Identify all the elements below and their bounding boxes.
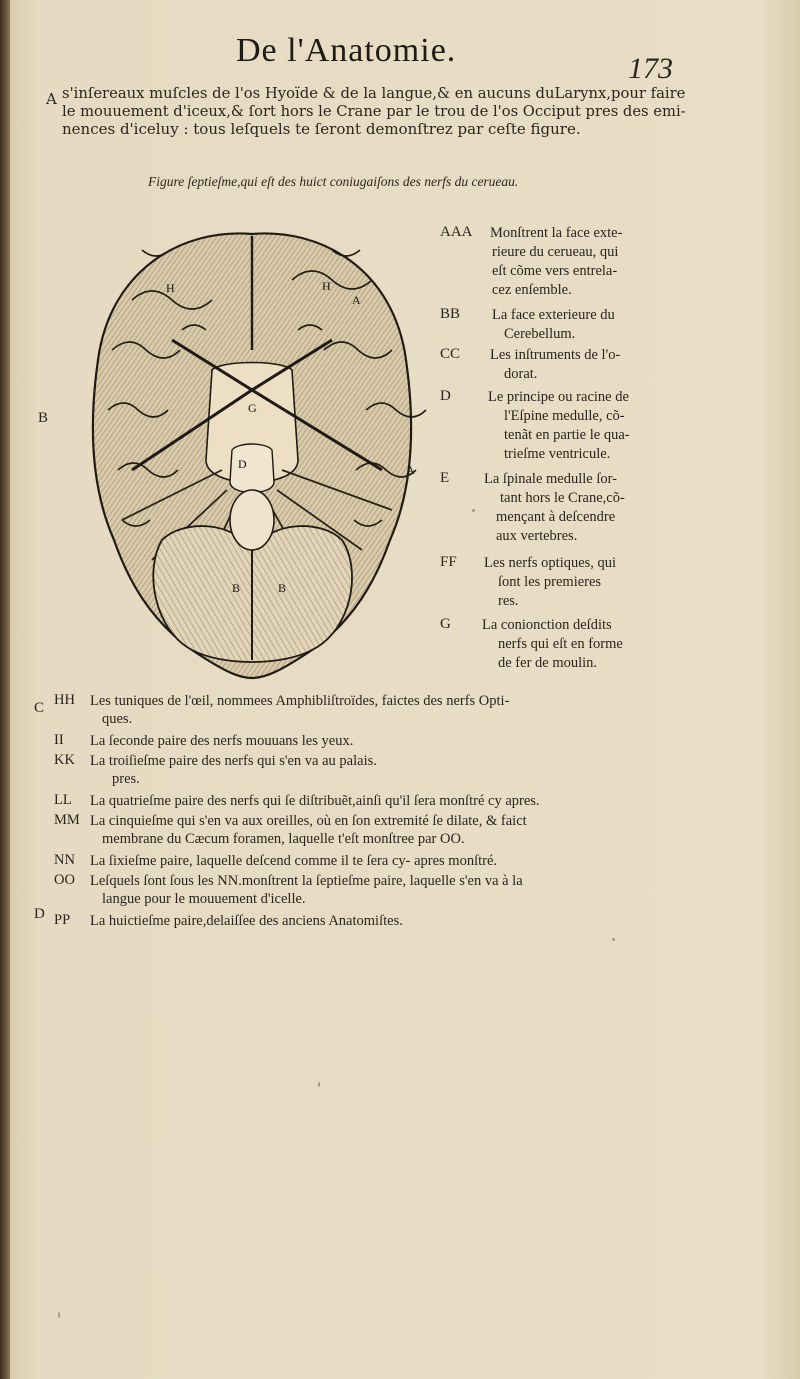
legend-line: aux vertebres.	[496, 528, 578, 544]
list-key: II	[54, 732, 64, 748]
legend-line: ſont les premieres	[498, 574, 602, 590]
figure-label-a: A	[352, 293, 361, 307]
figure-label-g: G	[248, 401, 257, 415]
margin-letter-c: C	[34, 700, 45, 716]
legend-line: mençant à deſcendre	[496, 509, 616, 525]
list-line: La ſixieſme paire, laquelle deſcend comme il te ſera cy- apres monſtré.	[90, 853, 498, 869]
list-key: KK	[54, 752, 75, 768]
figure-caption: Figure ſeptieſme,qui eſt des huict coniugaiſons des nerfs du cerueau.	[148, 174, 519, 189]
list-key: MM	[54, 812, 80, 828]
figure-label-b: B	[232, 581, 241, 595]
legend-line: trieſme ventricule.	[504, 446, 611, 462]
spinal-medulla	[230, 490, 274, 550]
legend-line: tenãt en partie le qua-	[504, 427, 630, 443]
legend-line: nerfs qui eſt en forme	[498, 636, 623, 652]
paper-speck	[472, 509, 475, 512]
list-line: La ſeconde paire des nerfs mouuans les yeux.	[90, 733, 354, 749]
list-line: La quatrieſme paire des nerfs qui ſe diſtribuẽt,ainſi qu'il ſera monſtré cy apres.	[90, 793, 540, 809]
list-key: LL	[54, 792, 72, 808]
fourth-ventricle	[230, 444, 274, 493]
list-line: La huictieſme paire,delaiſſee des anciens Anatomiſtes.	[90, 913, 403, 929]
intro-line: nences d'iceluy : tous leſquels te ſeront demonſtrez par ceſte figure.	[62, 120, 581, 138]
figure-label-d: D	[238, 457, 247, 471]
page-number: 173	[628, 52, 673, 85]
legend-key: G	[440, 616, 451, 632]
legend-line: de fer de moulin.	[498, 655, 598, 671]
list-line: La troiſieſme paire des nerfs qui s'en va au palais.	[90, 753, 377, 769]
legend-line: Le principe ou racine de	[488, 389, 629, 405]
paper-speck	[58, 1312, 60, 1318]
list-line: Leſquels ſont ſous les NN.monſtrent la ſeptieſme paire, laquelle s'en va à la	[90, 873, 523, 889]
figure-label-a: A	[406, 463, 415, 477]
list-key: NN	[54, 852, 75, 868]
paper-speck	[612, 938, 615, 941]
margin-letter-d: D	[34, 906, 45, 922]
list-line: membrane du Cæcum foramen, laquelle t'eſt monſtree par OO.	[102, 831, 465, 847]
figure-label-h: H	[322, 279, 331, 293]
figure-label-h: H	[166, 281, 175, 295]
list-key: HH	[54, 692, 75, 708]
legend-line: res.	[498, 593, 519, 609]
running-title: De l'Anatomie.	[236, 32, 457, 69]
list-line: pres.	[112, 771, 140, 787]
legend-line: Les inſtruments de l'o-	[490, 347, 621, 363]
legend-key: E	[440, 470, 450, 486]
legend-key: AAA	[440, 224, 473, 240]
legend-line: La ſpinale medulle ſor-	[484, 471, 617, 487]
list-key: OO	[54, 872, 75, 888]
intro-line: le mouuement d'iceux,& ſort hors le Crane par le trou de l'os Occiput pres des emi-	[62, 102, 686, 120]
figure-label-b: B	[278, 581, 287, 595]
list-line: langue pour le mouuement d'icelle.	[102, 891, 306, 907]
legend-line: Les nerfs optiques, qui	[484, 555, 617, 571]
legend-line: Monſtrent la face exte-	[490, 225, 623, 241]
paper-speck	[318, 1082, 320, 1087]
intro-marker: A	[46, 90, 57, 108]
page-binding-shadow	[0, 0, 10, 1379]
legend-key: CC	[440, 346, 461, 362]
intro-line: s'inſereaux muſcles de l'os Hyoïde & de la langue,& en aucuns duLarynx,pour faire	[62, 84, 686, 102]
list-line: Les tuniques de l'œil, nommees Amphibliſtroïdes, faictes des nerfs Opti-	[90, 693, 510, 709]
legend-key: BB	[440, 306, 461, 322]
list-line: La cinquieſme qui s'en va aux oreilles, où en ſon extremité ſe dilate, & faict	[90, 813, 527, 829]
legend-line: eſt cõme vers entrela-	[492, 263, 618, 279]
list-key: PP	[54, 912, 71, 928]
legend-line: rieure du cerueau, qui	[492, 244, 619, 260]
legend-line: La face exterieure du	[492, 307, 615, 323]
legend-line: cez enſemble.	[492, 282, 572, 298]
brain-woodcut-illustration	[62, 220, 442, 690]
legend-line: La conionction deſdits	[482, 617, 612, 633]
list-line: ques.	[102, 711, 133, 727]
legend-line: tant hors le Crane,cõ-	[500, 490, 625, 506]
legend-line: dorat.	[504, 366, 538, 382]
margin-letter-b: B	[38, 410, 49, 426]
legend-key: D	[440, 388, 451, 404]
legend-line: Cerebellum.	[504, 326, 576, 342]
legend-line: l'Eſpine medulle, cõ-	[504, 408, 625, 424]
legend-key: FF	[440, 554, 457, 570]
